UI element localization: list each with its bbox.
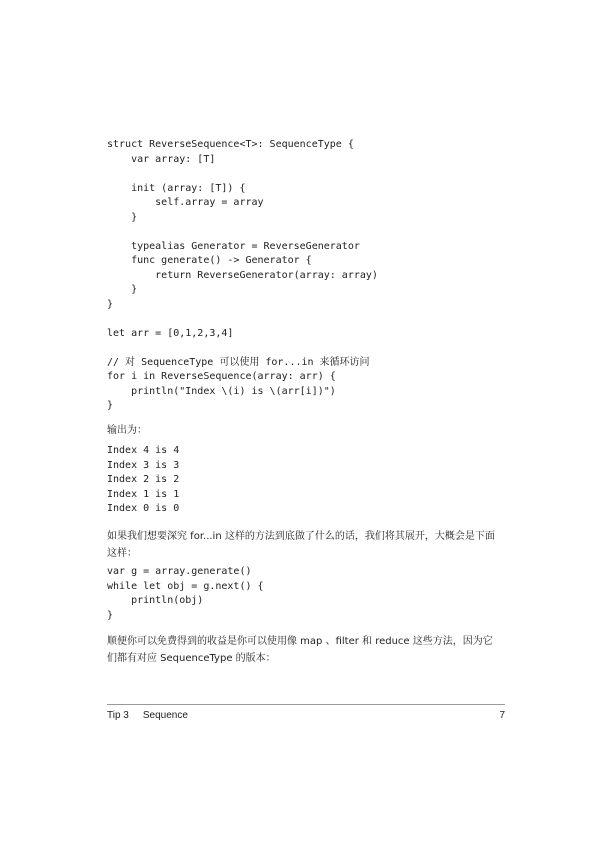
- paragraph-output-label: 输出为：: [107, 425, 147, 436]
- paragraph-expand-explanation: 如果我们想要深究 for...in 这样的方法到底做了什么的话，我们将其展开，大概会是下面这样：: [107, 531, 495, 559]
- footer-section-title: Sequence: [142, 710, 188, 721]
- footer-tip-label: Tip 3: [107, 710, 129, 721]
- code-block-generator-loop: var g = array.generate() while let obj = g.next() { println(obj) }: [107, 566, 264, 621]
- footer-page-number: 7: [499, 710, 505, 721]
- footer-chapter: [107, 710, 188, 721]
- footer-divider: [107, 704, 505, 705]
- code-block-output: Index 4 is 4 Index 3 is 3 Index 2 is 2 Index 1 is 1 Index 0 is 0: [107, 445, 180, 514]
- code-block-reverse-sequence: struct ReverseSequence<T>: SequenceType { var array: [T] init (array: [T]) { self.array = array } typealias Generator = ReverseGenerator func generate() -> Generator { return ReverseGenerator(array: array) } } let arr = [0,1,2,3,4] // 对 SequenceType 可以使用 for...in 来循环访问 for i in ReverseSequence(array: arr) { println("Index \(i) is \(arr[i])") }: [107, 139, 378, 411]
- paragraph-map-filter-reduce: 顺便你可以免费得到的收益是你可以使用像 map 、filter 和 reduce 这些方法，因为它们都有对应 SequenceType 的版本：: [107, 636, 493, 664]
